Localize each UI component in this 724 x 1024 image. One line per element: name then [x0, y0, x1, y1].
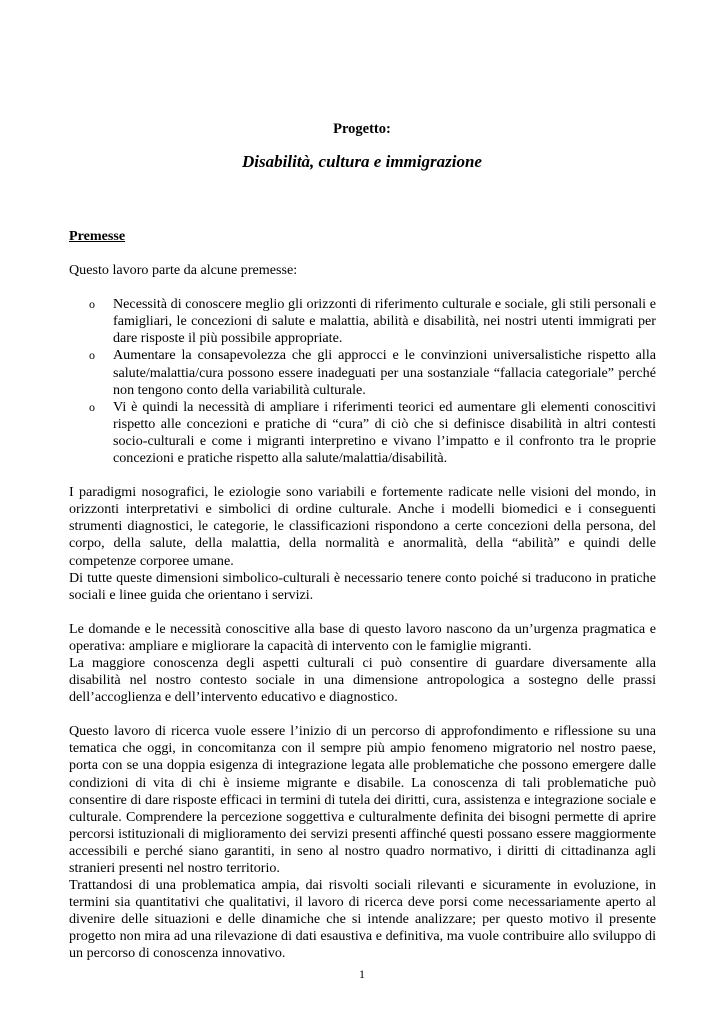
list-item-text: Necessità di conoscere meglio gli orizzonti di riferimento culturale e sociale, gli stili personali e famigliari, le concezioni di salute e malattia, abilità e disabilità, nei nostri utenti immigrati per dare risposte il più possibile appropriate.	[113, 296, 656, 347]
body-paragraph: I paradigmi nosografici, le eziologie sono variabili e fortemente radicate nelle visioni del mondo, in orizzonti interpretativi e simbolici di ordine culturale. Anche i modelli biomedici e i conseguenti strumenti diagnostici, le categorie, le classificazioni rispondono a certe concezioni della persona, del corpo, della salute, della malattia, della normalità e anormalità, della “abilità” e quindi delle competenze corporee umane.	[69, 484, 656, 569]
list-item	[89, 296, 656, 347]
body-paragraph: Questo lavoro di ricerca vuole essere l’inizio di un percorso di approfondimento e riflessione su una tematica che oggi, in concomitanza con il sempre più ampio fenomeno migratorio nel nostro paese, porta con se una doppia esigenza di integrazione legata alle problematiche che possono emergere dalle condizioni di vita di chi è insieme migrante e disabile. La conoscenza di tali problematiche può consentire di dare risposte efficaci in termini di tutela dei diritti, cura, assistenza e integrazione sociale e culturale. Comprendere la percezione soggettiva e culturalmente definita dei bisogni permette di aprire percorsi istituzionali di miglioramento dei servizi presenti affinché questi possano essere maggiormente accessibili e perché siano garantiti, in seno al nostro quadro normativo, i diritti di cittadinanza agli stranieri presenti nel nostro territorio.	[69, 723, 656, 876]
document-body	[69, 228, 656, 963]
premises-list	[69, 296, 656, 467]
body-paragraph: La maggiore conoscenza degli aspetti culturali ci può consentire di guardare diversamente alla disabilità nel nostro contesto sociale in una dimensione antropologica a sostegno delle prassi dell’accoglienza e dell’intervento educativo e diagnostico.	[69, 654, 656, 706]
list-item	[89, 398, 656, 467]
project-title: Disabilità, cultura e immigrazione	[242, 152, 482, 171]
list-item-text: Aumentare la consapevolezza che gli approcci e le convinzioni universalistiche rispetto alla salute/malattia/cura possono essere inadeguati per una sostanziale “fallacia categoriale” perché non tengono conto della variabilità culturale.	[113, 347, 656, 398]
body-paragraph: Di tutte queste dimensioni simbolico-culturali è necessario tenere conto poiché si traducono in pratiche sociali e linee guida che orientano i servizi.	[69, 569, 656, 603]
intro-paragraph: Questo lavoro parte da alcune premesse:	[69, 262, 298, 279]
list-item-text: Vi è quindi la necessità di ampliare i riferimenti teorici ed aumentare gli elementi conoscitivi rispetto alle concezioni e pratiche di “cura” di ciò che si definisce disabilità in altri contesti socio-culturali e come i migranti interpretino e vivano l’impatto e il confronto tra le proprie concezioni e pratiche rispetto alla salute/malattia/disabilità.	[113, 398, 656, 467]
bullet-marker: o	[89, 297, 95, 312]
body-paragraph: Trattandosi di una problematica ampia, dai risvolti sociali rilevanti e sicuramente in evoluzione, in termini sia quantitativi che qualitativi, il lavoro di ricerca deve porsi come necessariamente aperto al divenire delle situazioni e delle dinamiche che si intende analizzare; per questo motivo il presente progetto non mira ad una rilevazione di dati esaustiva e definitiva, ma vuole contribuire allo sviluppo di un percorso di conoscenza innovativo.	[69, 877, 656, 962]
section-heading: Premesse	[69, 228, 126, 244]
project-label: Progetto:	[333, 121, 391, 137]
bullet-marker: o	[89, 348, 95, 363]
page-number: 1	[359, 967, 365, 981]
body-paragraph: Le domande e le necessità conoscitive alla base di questo lavoro nascono da un’urgenza pragmatica e operativa: ampliare e migliorare la capacità di intervento con le famiglie migranti.	[69, 620, 656, 654]
bullet-marker: o	[89, 399, 95, 414]
list-item	[89, 347, 656, 398]
